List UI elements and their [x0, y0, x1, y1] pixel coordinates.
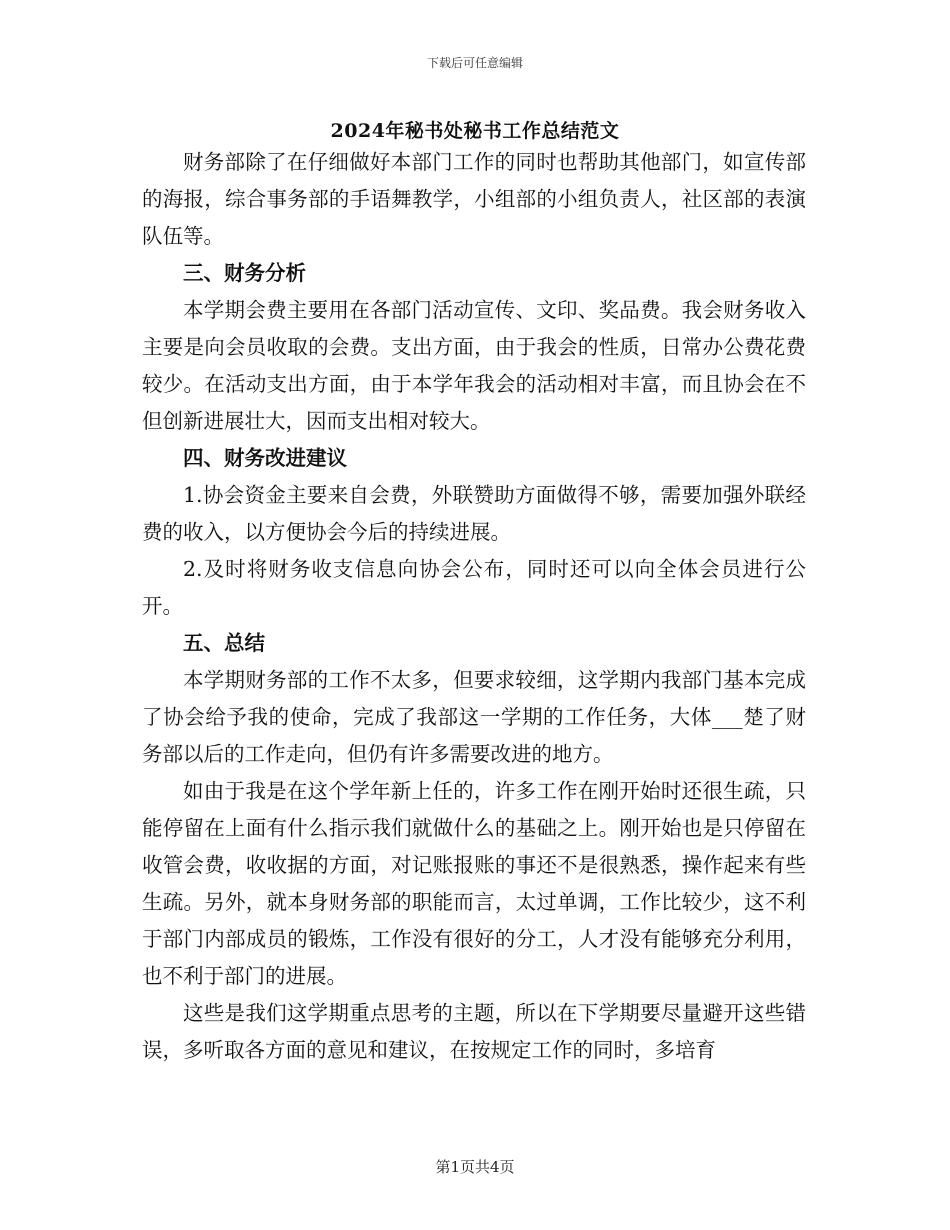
document-title: 2024年秘书处秘书工作总结范文 — [330, 120, 620, 142]
section-heading: 三、财务分析 — [183, 261, 306, 285]
paragraph: 本学期财务部的工作不太多，但要求较细，这学期内我部门基本完成了协会给予我的使命，完成了我部这一学期的工作任务，大体___楚了财务部以后的工作走向，但仍有许多需要改进的地方。 — [142, 668, 806, 766]
document-body — [142, 144, 806, 1069]
paragraph: 这些是我们这学期重点思考的主题，所以在下学期要尽量避开这些错误，多听取各方面的意见和建议，在按规定工作的同时，多培育 — [142, 1001, 806, 1062]
paragraph: 如由于我是在这个学年新上任的，许多工作在刚开始时还很生疏，只能停留在上面有什么指示我们就做什么的基础之上。刚开始也是只停留在收管会费，收收据的方面，对记账报账的事还不是很熟悉，操作起来有些生疏。另外，就本身财务部的职能而言，太过单调，工作比较少，这不利于部门内部成员的锻炼，工作没有很好的分工，人才没有能够充分利用，也不利于部门的进展。 — [142, 779, 806, 988]
page-number: 第1页共4页 — [435, 1158, 515, 1176]
header-note: 下载后可任意编辑 — [426, 56, 523, 70]
paragraph: 本学期会费主要用在各部门活动宣传、文印、奖品费。我会财务收入主要是向会员收取的会费。支出方面，由于我会的性质，日常办公费花费较少。在活动支出方面，由于本学年我会的活动相对丰富，而且协会在不但创新进展壮大，因而支出相对较大。 — [142, 298, 806, 433]
section-heading: 四、财务改进建议 — [183, 446, 347, 470]
paragraph: 财务部除了在仔细做好本部门工作的同时也帮助其他部门，如宣传部的海报，综合事务部的手语舞教学，小组部的小组负责人，社区部的表演队伍等。 — [142, 150, 806, 248]
section-heading: 五、总结 — [183, 631, 265, 655]
list-item-paragraph: 2.及时将财务收支信息向协会公布，同时还可以向全体会员进行公开。 — [142, 557, 806, 618]
list-item-paragraph: 1.协会资金主要来自会费，外联赞助方面做得不够，需要加强外联经费的收入，以方便协会今后的持续进展。 — [142, 483, 806, 544]
